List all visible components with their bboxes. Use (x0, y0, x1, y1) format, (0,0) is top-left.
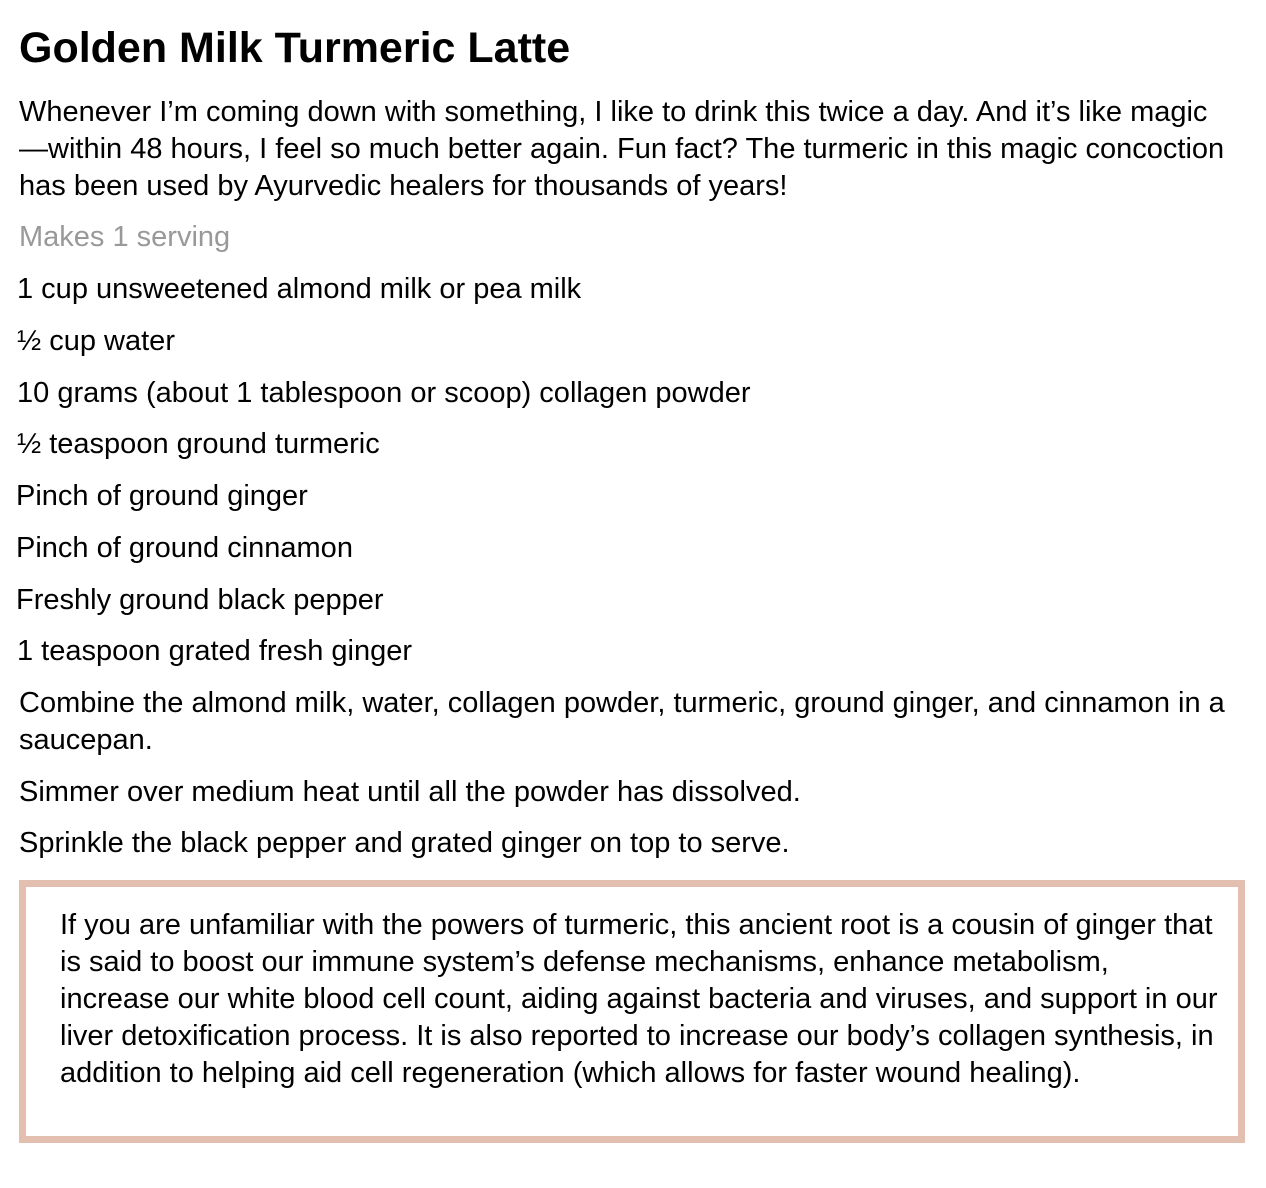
ingredient-item: Pinch of ground cinnamon (16, 532, 353, 564)
method-step: Simmer over medium heat until all the powder has dissolved. (19, 776, 801, 808)
recipe-intro: Whenever I’m coming down with something, I like to drink this twice a day. And it’s like magic—within 48 hours, I feel so much better again. Fun fact? The turmeric in this magic concoction has been used by Ayurvedic healers for thousands of years! (19, 96, 1225, 202)
method-step: Combine the almond milk, water, collagen powder, turmeric, ground ginger, and cinnamon in a saucepan. (19, 687, 1225, 756)
turmeric-info-callout (19, 880, 1245, 1143)
recipe-title: Golden Milk Turmeric Latte (19, 24, 571, 72)
serving-yield: Makes 1 serving (19, 221, 231, 253)
ingredient-item: Freshly ground black pepper (16, 584, 384, 616)
ingredient-item: 10 grams (about 1 tablespoon or scoop) collagen powder (17, 377, 751, 409)
method-step: Sprinkle the black pepper and grated ginger on top to serve. (19, 827, 790, 859)
ingredient-item: ½ teaspoon ground turmeric (17, 428, 380, 460)
ingredient-item: 1 cup unsweetened almond milk or pea milk (17, 273, 582, 305)
ingredient-item: ½ cup water (17, 325, 175, 357)
callout-text: If you are unfamiliar with the powers of turmeric, this ancient root is a cousin of ginger that is said to boost our immune system’s defense mechanisms, enhance metabolism, increase our white blood cell count, aiding against bacteria and viruses, and support in our liver detoxification process. It is also reported to increase our body’s collagen synthesis, in addition to helping aid cell regeneration (which allows for faster wound healing). (60, 909, 1218, 1089)
ingredient-item: 1 teaspoon grated fresh ginger (17, 635, 412, 667)
ingredient-item: Pinch of ground ginger (16, 480, 308, 512)
